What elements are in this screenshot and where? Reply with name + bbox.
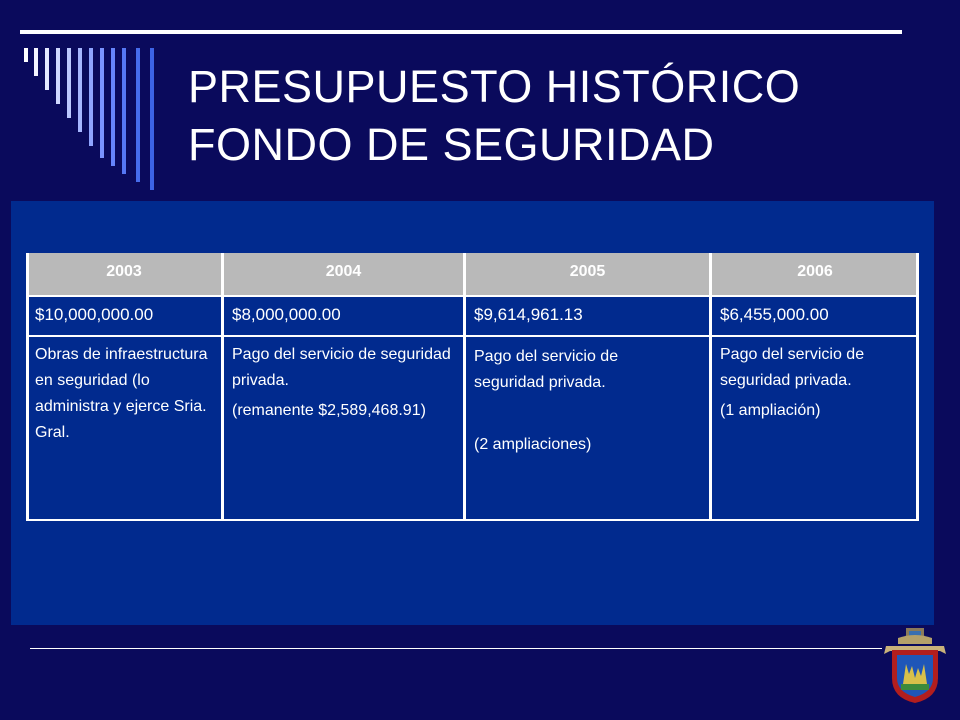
description-2003	[35, 342, 215, 446]
description-text: Pago del servicio de seguridad privada.	[232, 346, 451, 389]
year-header-2004: 2004	[325, 263, 362, 280]
column-divider	[26, 253, 29, 521]
row-divider	[26, 295, 919, 297]
top-divider	[20, 30, 902, 34]
description-note: (2 ampliaciones)	[474, 436, 592, 453]
description-text: Pago del servicio de seguridad privada.	[474, 348, 619, 391]
amount-2003: $10,000,000.00	[35, 305, 154, 324]
row-divider	[26, 335, 919, 337]
description-text: Obras de infraestructura en seguridad (lo administra y ejerce Sria. Gral.	[35, 346, 208, 441]
coat-of-arms-logo	[884, 628, 946, 704]
description-2004	[232, 342, 457, 424]
column-divider	[916, 253, 919, 521]
year-header-2005: 2005	[569, 263, 606, 280]
column-divider	[709, 253, 712, 521]
description-2006	[720, 342, 888, 424]
description-text: Pago del servicio de seguridad privada.	[720, 346, 865, 389]
footer-divider	[30, 648, 882, 649]
column-divider	[221, 253, 224, 521]
amount-2004: $8,000,000.00	[232, 305, 341, 324]
year-header-2006: 2006	[797, 263, 833, 280]
column-divider	[463, 253, 466, 521]
title-line-2: FONDO DE SEGURIDAD	[188, 119, 715, 170]
description-note: (remanente $2,589,468.91)	[232, 402, 426, 419]
amount-2006: $6,455,000.00	[720, 305, 829, 324]
description-2005	[474, 344, 674, 458]
title-line-1: PRESUPUESTO HISTÓRICO	[188, 61, 801, 112]
year-header-2003: 2003	[106, 263, 142, 280]
description-note: (1 ampliación)	[720, 402, 821, 419]
amount-2005: $9,614,961.13	[474, 305, 583, 324]
budget-table	[26, 253, 919, 521]
slide-title	[188, 58, 800, 174]
row-divider	[26, 519, 919, 521]
